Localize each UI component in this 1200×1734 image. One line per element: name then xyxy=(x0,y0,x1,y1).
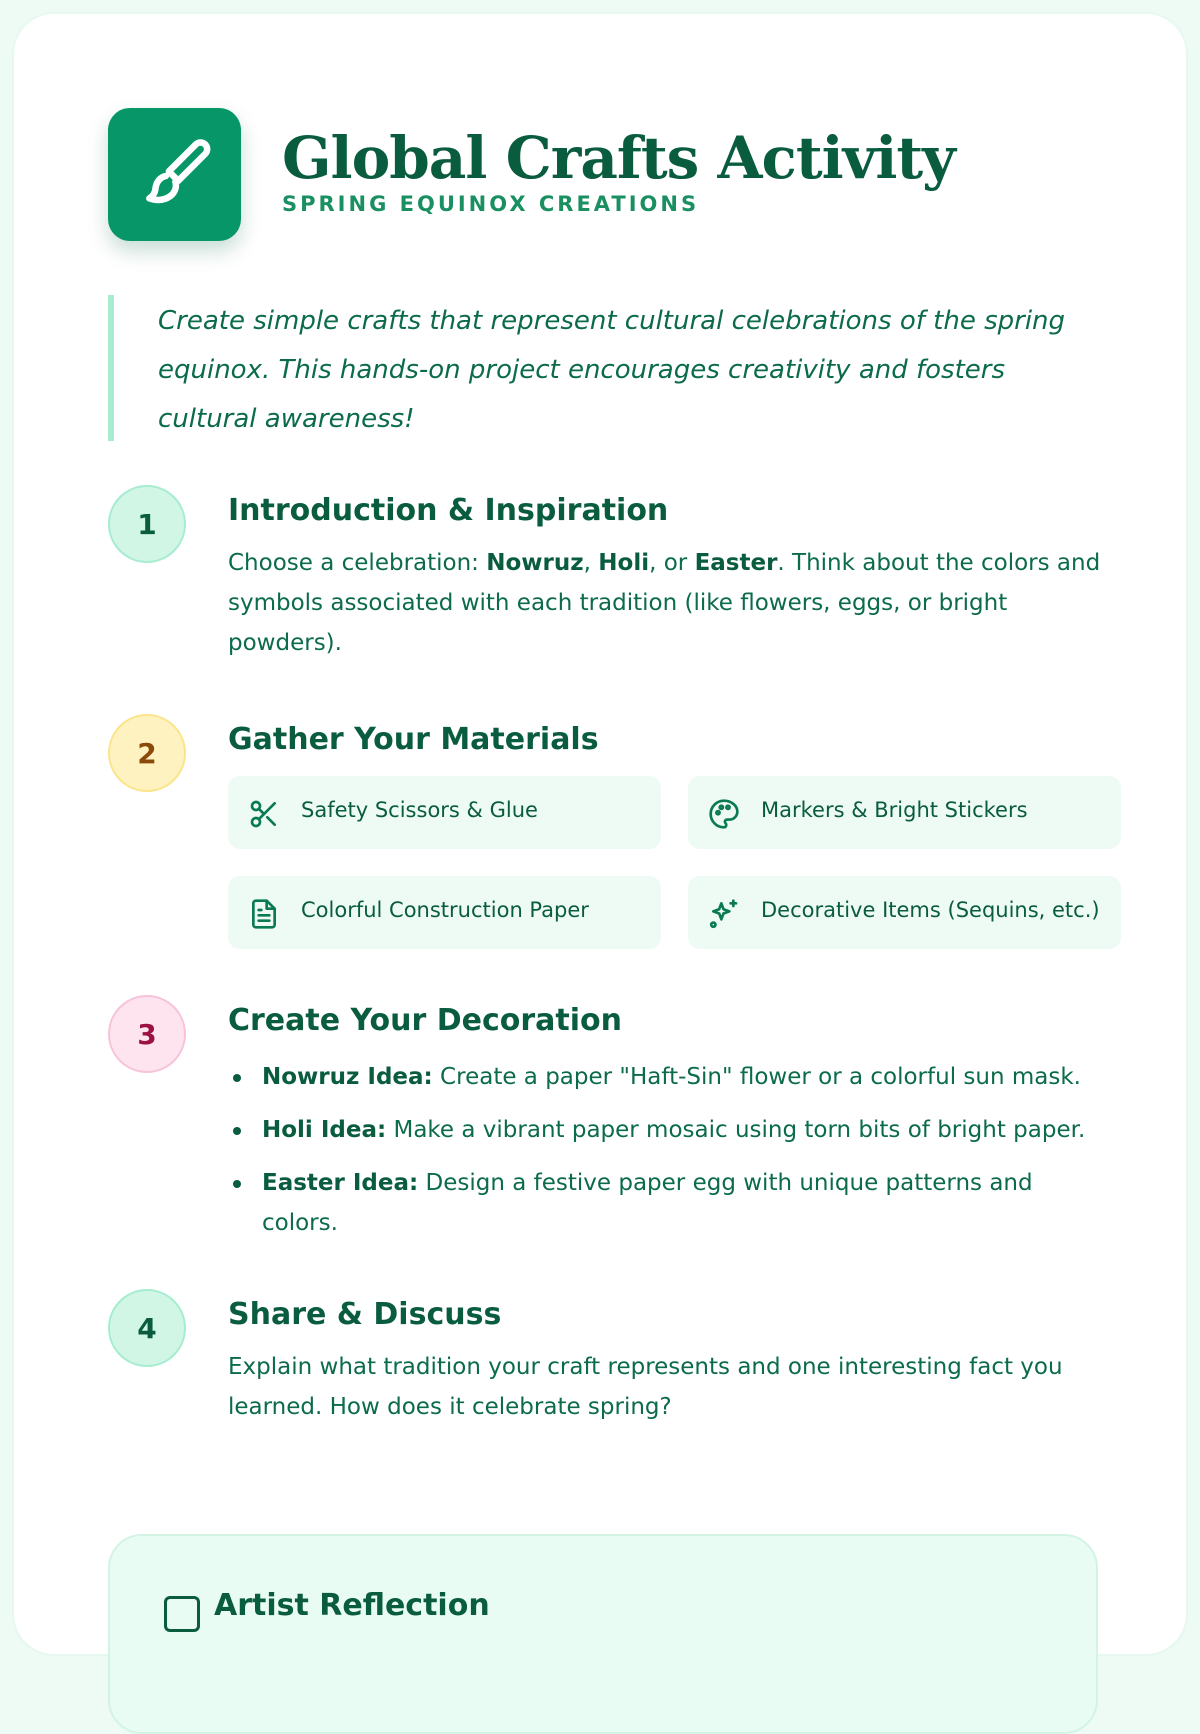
page-title: Global Crafts Activity xyxy=(282,124,955,192)
material-label: Safety Scissors & Glue xyxy=(301,798,538,822)
palette-icon xyxy=(708,798,740,830)
step-number-badge: 4 xyxy=(108,1289,186,1367)
page-subtitle: SPRING EQUINOX CREATIONS xyxy=(282,192,700,216)
step-description: Explain what tradition your craft represents and one interesting fact you learned. How does it celebrate spring? xyxy=(228,1354,1063,1420)
celebration-easter: Easter xyxy=(694,550,778,576)
reflection-title: Artist Reflection xyxy=(214,1588,490,1623)
step-number-badge: 1 xyxy=(108,485,186,563)
sparkles-icon xyxy=(708,898,740,930)
reflection-panel xyxy=(108,1534,1098,1734)
list-item: Nowruz Idea: Create a paper "Haft-Sin" flower or a colorful sun mask. xyxy=(228,1057,1108,1097)
celebration-holi: Holi xyxy=(598,550,650,576)
step-description: Choose a celebration: Nowruz, Holi, or Easter. Think about the colors and symbols associated with each tradition (like flowers, eggs, or bright powders). xyxy=(228,550,1101,656)
scissors-icon xyxy=(248,798,280,830)
checkbox-icon xyxy=(164,1596,200,1632)
list-item: Easter Idea: Design a festive paper egg with unique patterns and colors. xyxy=(228,1163,1108,1243)
intro-quote: Create simple crafts that represent cultural celebrations of the spring equinox. This hands-on project encourages creativity and fosters cultural awareness! xyxy=(108,295,1098,441)
celebration-nowruz: Nowruz xyxy=(486,550,584,576)
material-label: Decorative Items (Sequins, etc.) xyxy=(761,898,1100,922)
material-item xyxy=(228,776,661,849)
material-item xyxy=(228,876,661,949)
paintbrush-icon xyxy=(136,136,214,214)
step-number-badge: 3 xyxy=(108,995,186,1073)
list-item: Holi Idea: Make a vibrant paper mosaic using torn bits of bright paper. xyxy=(228,1110,1108,1150)
materials-grid xyxy=(228,776,1123,956)
material-item xyxy=(688,776,1121,849)
step-title: Share & Discuss xyxy=(228,1297,502,1332)
material-label: Colorful Construction Paper xyxy=(301,898,589,922)
step-title: Gather Your Materials xyxy=(228,722,599,757)
material-label: Markers & Bright Stickers xyxy=(761,798,1028,822)
header xyxy=(108,108,1108,242)
ideas-list xyxy=(228,1057,1108,1256)
step-number-badge: 2 xyxy=(108,714,186,792)
material-item xyxy=(688,876,1121,949)
step-title: Create Your Decoration xyxy=(228,1003,622,1038)
document-icon xyxy=(248,898,280,930)
logo-tile xyxy=(108,108,241,241)
activity-card xyxy=(14,14,1186,1654)
step-title: Introduction & Inspiration xyxy=(228,493,669,528)
